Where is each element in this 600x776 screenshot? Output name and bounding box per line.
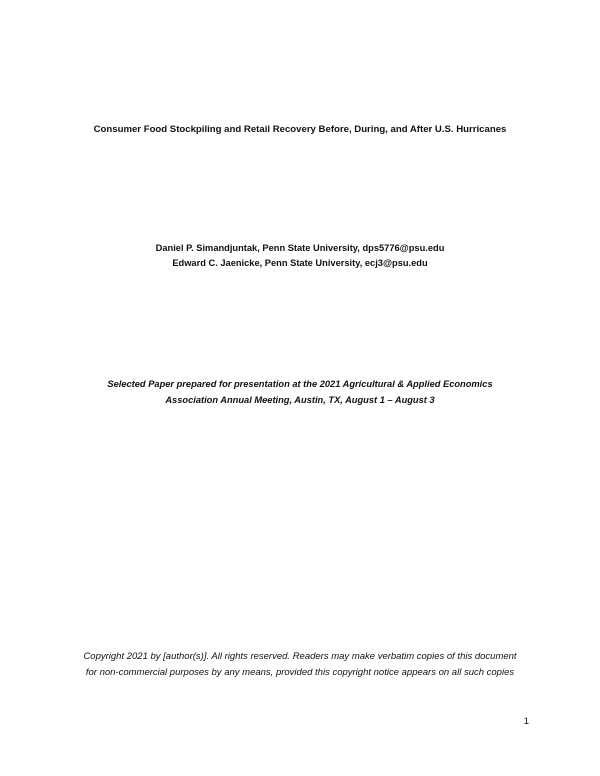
copyright-line: Copyright 2021 by [author(s)]. All rights reserved. Readers may make verbatim copies of this document: [83, 651, 517, 662]
author-line: Daniel P. Simandjuntak, Penn State University, dps5776@psu.edu: [155, 243, 445, 253]
presentation-note: [60, 376, 540, 408]
author-line: Edward C. Jaenicke, Penn State University, ecj3@psu.edu: [172, 258, 428, 268]
page-number: 1: [523, 716, 529, 727]
paper-title: Consumer Food Stockpiling and Retail Recovery Before, During, and After U.S. Hurricanes: [93, 124, 507, 135]
author-list: [60, 241, 540, 271]
presentation-line: Selected Paper prepared for presentation at the 2021 Agricultural & Applied Economics: [107, 379, 493, 389]
presentation-line: Association Annual Meeting, Austin, TX, August 1 – August 3: [165, 395, 435, 405]
copyright-notice: [40, 649, 560, 681]
copyright-line: for non-commercial purposes by any means, provided this copyright notice appears on all such copies: [85, 667, 515, 678]
